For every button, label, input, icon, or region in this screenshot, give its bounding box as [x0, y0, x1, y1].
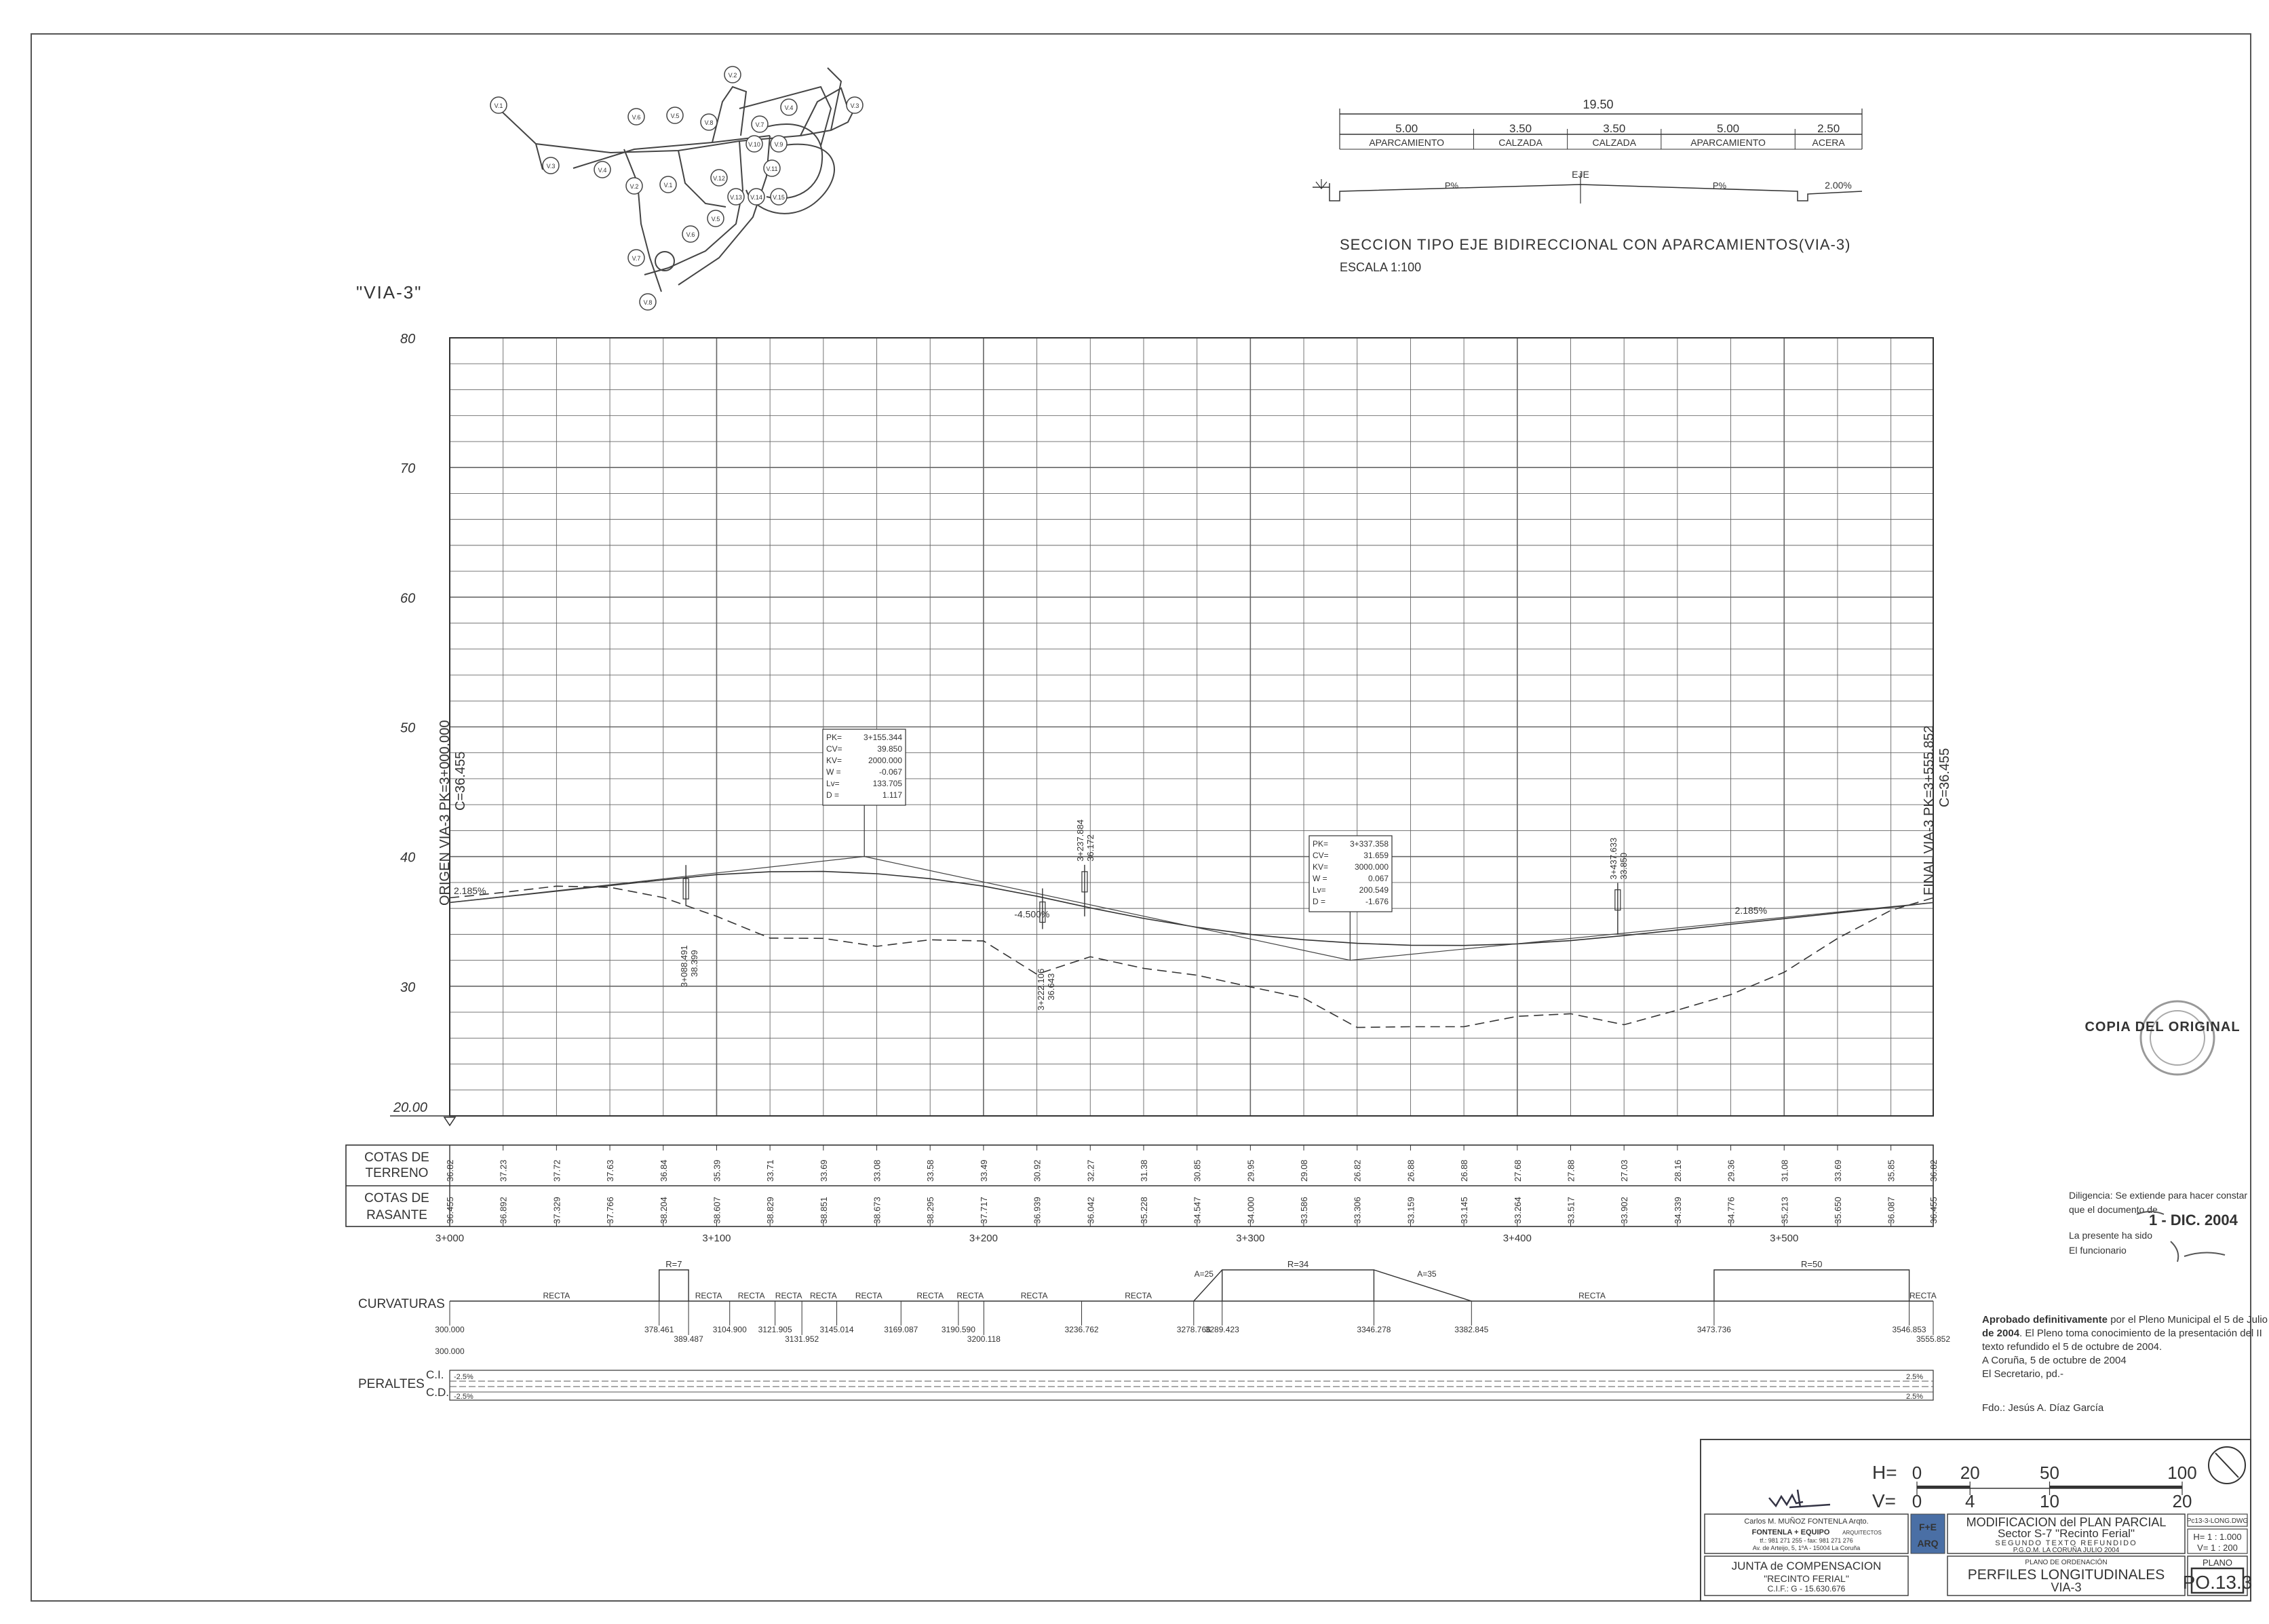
recta-label: RECTA [855, 1291, 883, 1300]
vc-value: 0.067 [1368, 874, 1389, 883]
origin-c: C=36.455 [453, 751, 468, 811]
vc-key: CV= [826, 744, 842, 754]
file-name: Pc13-3-LONG.DWG [2186, 1517, 2249, 1525]
svg-text:El funcionario: El funcionario [2069, 1245, 2127, 1256]
spiral-transition [1374, 1269, 1471, 1301]
scale-v-value: 10 [2040, 1491, 2059, 1511]
profile-marker [679, 865, 699, 987]
key-map-label: V.1 [494, 102, 503, 109]
vc-value: 200.549 [1359, 885, 1389, 895]
svg-text:RASANTE: RASANTE [366, 1208, 427, 1222]
key-map-bubble [764, 160, 780, 176]
recta-label: RECTA [543, 1291, 570, 1300]
station-label: 3473.736 [1696, 1325, 1731, 1334]
terreno-value: 37.63 [605, 1159, 616, 1182]
rasante-value: 33.902 [1619, 1197, 1630, 1224]
key-map-label: V.1 [663, 182, 673, 189]
key-map-label: V.4 [598, 167, 607, 174]
section-slope: 2.00% [1825, 180, 1852, 191]
key-map-bubble [752, 116, 768, 132]
key-map-bubble [543, 157, 559, 174]
scale-v-value: 4 [1964, 1491, 1975, 1511]
vc-value: 2000.000 [868, 756, 902, 765]
y-tick-label: 30 [400, 980, 416, 995]
vc-key: D = [826, 790, 840, 800]
vc-key: KV= [1313, 862, 1329, 872]
sheet-border [31, 34, 2251, 1601]
vc-value: 3+155.344 [863, 733, 902, 742]
final-label: FINAL VIA-3 PK=3+555.852 [1922, 725, 1937, 895]
y-tick-label: 20.00 [393, 1100, 428, 1115]
key-map-bubble [728, 189, 744, 205]
terreno-value: 33.49 [978, 1159, 989, 1182]
rasante-value: 36.087 [1886, 1197, 1897, 1224]
y-tick-label: 70 [400, 461, 416, 477]
cd-label: C.D. [426, 1386, 449, 1399]
terreno-value: 35.39 [712, 1159, 722, 1182]
terreno-value: 27.03 [1619, 1159, 1630, 1182]
terreno-value: 36.84 [658, 1159, 669, 1182]
key-map-bubble [707, 210, 724, 227]
section-part [1369, 122, 1473, 149]
approval-note [1982, 1314, 2268, 1414]
terreno-value: 33.58 [925, 1159, 936, 1182]
y-tick-label: 40 [400, 850, 416, 866]
pk-label: 3+500 [1770, 1233, 1799, 1244]
terreno-value: 33.08 [872, 1159, 883, 1182]
peralte-value: -2.5% [454, 1393, 473, 1401]
recta-label: RECTA [1909, 1291, 1937, 1300]
station-label: 3382.845 [1454, 1325, 1489, 1334]
section-part-width: 3.50 [1509, 122, 1532, 135]
vc-value: -1.676 [1365, 897, 1389, 906]
terreno-value: 29.08 [1299, 1159, 1310, 1182]
terreno-value: 31.38 [1138, 1159, 1149, 1182]
curve-radius [659, 1259, 689, 1301]
vc-key: PK= [826, 733, 842, 742]
plan-line-2: VIA-3 [2051, 1581, 2082, 1594]
curvaturas-label: CURVATURAS [358, 1297, 445, 1311]
rasante-value: 33.306 [1352, 1197, 1363, 1224]
key-map-label: V.12 [713, 175, 725, 182]
marker-z: 38.399 [689, 950, 700, 978]
key-map-label: V.2 [629, 183, 639, 190]
pk-label: 3+300 [1236, 1233, 1265, 1244]
section-part-name: APARCAMIENTO [1690, 137, 1766, 148]
svg-text:1 - DIC. 2004: 1 - DIC. 2004 [2149, 1212, 2238, 1229]
origin-label: ORIGEN VIA-3 PK=3+000.000 [438, 720, 452, 906]
curvature-diagram [435, 1259, 1950, 1356]
key-map-label: V.8 [704, 119, 714, 126]
vc-key: W = [1313, 874, 1327, 883]
key-map-bubble [640, 294, 656, 310]
scale-v-text: V= 1 : 200 [2197, 1543, 2238, 1553]
svg-text:A Coruña, 5 de octubre de 2004: A Coruña, 5 de octubre de 2004 [1982, 1355, 2127, 1366]
vc-value: 39.850 [877, 744, 902, 754]
rasante-value: 33.264 [1512, 1197, 1523, 1224]
station-label: 3169.087 [884, 1325, 918, 1334]
final-c: C=36.455 [1937, 748, 1952, 807]
scale-bar [1912, 1463, 2197, 1511]
key-map [490, 66, 863, 310]
profile-marker [1036, 889, 1056, 1011]
rasante-value: 37.766 [605, 1197, 616, 1224]
marker-pk: 3+237.884 [1074, 819, 1085, 862]
terreno-value: 35.85 [1886, 1159, 1897, 1182]
recta-label: RECTA [1020, 1291, 1048, 1300]
longitudinal-profile [390, 332, 1933, 1125]
key-map-bubble [626, 178, 642, 194]
project-line-4: P.G.O.M. LA CORUÑA JULIO 2004 [2013, 1547, 2120, 1554]
terrain-line [450, 886, 1933, 1027]
rasante-row-label [364, 1191, 429, 1222]
section-pk-right: P% [1712, 180, 1727, 191]
section-part-name: CALZADA [1592, 137, 1637, 148]
plano-label: PLANO [2202, 1558, 2233, 1568]
station-label: 3555.852 [1916, 1334, 1951, 1344]
rasante-value: 34.000 [1245, 1197, 1256, 1224]
firm-phone: tf.: 981 271 255 - fax: 981 271 276 [1760, 1537, 1853, 1544]
curve-radius-label: R=50 [1801, 1259, 1823, 1269]
station-label: 3346.278 [1357, 1325, 1391, 1334]
station-label: 3104.900 [712, 1325, 747, 1334]
key-map-label: V.9 [774, 141, 783, 148]
key-map-label: V.5 [711, 216, 720, 223]
peraltes-label: PERALTES [358, 1377, 425, 1391]
terreno-value: 33.69 [1832, 1159, 1843, 1182]
svg-text:COPIA DEL ORIGINAL: COPIA DEL ORIGINAL [2084, 1020, 2241, 1035]
client-line-3: C.I.F.: G - 15.630.676 [1767, 1584, 1846, 1593]
key-map-label: V.6 [632, 114, 641, 121]
station-label: 378.461 [644, 1325, 674, 1334]
key-map-bubble [847, 97, 863, 113]
key-map-bubble [771, 189, 787, 205]
spiral-label: A=35 [1417, 1269, 1437, 1279]
client-line-1: JUNTA de COMPENSACION [1731, 1560, 1882, 1572]
rasante-value: 33.517 [1566, 1197, 1576, 1224]
recta-label: RECTA [737, 1291, 765, 1300]
section-part-width: 2.50 [1817, 122, 1840, 135]
rasante-value: 35.228 [1138, 1197, 1149, 1224]
project-line-2: Sector S-7 "Recinto Ferial" [1998, 1527, 2135, 1540]
scale-h-text: H= 1 : 1.000 [2193, 1532, 2242, 1542]
terreno-row-label [364, 1151, 429, 1180]
scale-h-value: 20 [1960, 1463, 1980, 1483]
y-tick-label: 60 [400, 591, 416, 606]
section-part [1498, 122, 1567, 149]
svg-text:COTAS DE: COTAS DE [364, 1151, 429, 1165]
svg-text:La presente ha sido: La presente ha sido [2069, 1230, 2152, 1241]
key-map-bubble [771, 136, 787, 152]
section-pk-left: P% [1444, 180, 1459, 191]
section-part [1690, 122, 1795, 149]
via-title: "VIA-3" [356, 282, 423, 303]
terreno-value: 36.82 [1928, 1159, 1939, 1182]
vc-value: -0.067 [878, 767, 902, 777]
svg-text:de 2004. El Pleno toma conocim: de 2004. El Pleno toma conocimiento de la presentación del II [1982, 1328, 2262, 1339]
slope-label: -4.500% [1014, 908, 1050, 920]
rasante-value: 38.829 [765, 1197, 776, 1224]
vc-key: CV= [1313, 851, 1329, 860]
section-part-name: APARCAMIENTO [1369, 137, 1445, 148]
marker-z: 33.850 [1618, 852, 1629, 880]
key-map-bubble [701, 114, 717, 130]
recta-label: RECTA [956, 1291, 984, 1300]
section-scale: ESCALA 1:100 [1340, 260, 1422, 274]
recta-label: RECTA [1125, 1291, 1152, 1300]
rasante-value: 34.776 [1726, 1197, 1737, 1224]
terreno-value: 28.16 [1672, 1159, 1683, 1182]
vc-value: 1.117 [882, 790, 902, 800]
marker-z: 36.172 [1085, 834, 1095, 862]
rasante-value: 36.455 [445, 1197, 455, 1224]
terreno-value: 30.85 [1192, 1159, 1203, 1182]
diligencia-stamp [2069, 1190, 2247, 1262]
station-label: 300.000 [435, 1347, 465, 1356]
project-line-1: MODIFICACION del PLAN PARCIAL [1966, 1515, 2167, 1529]
vc-key: Lv= [1313, 885, 1326, 895]
station-label: 3546.853 [1892, 1325, 1926, 1334]
station-label: 3121.905 [758, 1325, 792, 1334]
rasante-value: 36.042 [1085, 1197, 1096, 1224]
key-map-label: V.10 [748, 141, 760, 148]
section-part-name: CALZADA [1498, 137, 1543, 148]
terreno-value: 29.95 [1245, 1159, 1256, 1182]
key-map-bubble [711, 170, 727, 186]
peralte-value: -2.5% [454, 1373, 473, 1381]
rasante-value: 38.673 [872, 1197, 883, 1224]
curve-radius-label: R=7 [665, 1259, 682, 1269]
rasante-value: 36.939 [1032, 1197, 1043, 1224]
spiral-transition [1194, 1269, 1222, 1301]
slope-label: 2.185% [454, 885, 486, 897]
vc-value: 3000.000 [1354, 862, 1389, 872]
rasante-value: 35.650 [1832, 1197, 1843, 1224]
marker-pk: 3+222.106 [1035, 968, 1046, 1011]
rasante-value: 38.295 [925, 1197, 936, 1224]
key-map-bubble [682, 226, 699, 242]
elevation-table [346, 1145, 1939, 1244]
terreno-value: 26.82 [1352, 1159, 1363, 1182]
key-map-bubble [781, 99, 797, 115]
key-map-label: V.8 [643, 299, 653, 306]
station-label: 3289.423 [1205, 1325, 1239, 1334]
rasante-value: 36.455 [1928, 1197, 1939, 1224]
marker-pk: 3+088.491 [679, 945, 690, 988]
svg-text:COTAS DE: COTAS DE [364, 1191, 429, 1205]
vc-value: 133.705 [872, 779, 902, 788]
recta-label: RECTA [916, 1291, 944, 1300]
key-map-bubble [490, 97, 507, 113]
architect-signature [1769, 1490, 1830, 1507]
vc-key: D = [1313, 897, 1326, 906]
section-title: SECCION TIPO EJE BIDIRECCIONAL CON APARCAMIENTOS(VIA-3) [1340, 236, 1851, 253]
terreno-value: 32.27 [1085, 1159, 1096, 1182]
rasante-value: 38.204 [658, 1197, 669, 1224]
plan-caption: PLANO DE ORDENACIÓN [2025, 1559, 2108, 1566]
key-map-bubble [724, 66, 741, 83]
curve-radius [1714, 1259, 1909, 1301]
key-map-label: V.4 [784, 104, 794, 111]
curve-radius-label: R=34 [1287, 1259, 1309, 1269]
vc-key: Lv= [826, 779, 840, 788]
rasante-value: 33.159 [1405, 1197, 1416, 1224]
plano-number: PO.13.3 [2182, 1572, 2253, 1593]
rasante-value: 36.892 [498, 1197, 509, 1224]
rasante-value: 37.717 [978, 1197, 989, 1224]
scale-h-label: H= [1872, 1462, 1897, 1483]
profile-grid [450, 338, 1933, 1116]
vc-key: KV= [826, 756, 842, 765]
vc-value: 31.659 [1363, 851, 1389, 860]
architect-name: Carlos M. MUÑOZ FONTENLA Arqto. [1744, 1517, 1869, 1526]
logo-top: F+E [1918, 1522, 1937, 1532]
vc-key: PK= [1313, 839, 1329, 849]
station-label: 3131.952 [785, 1334, 819, 1344]
key-map-bubble [628, 109, 644, 125]
svg-text:El Secretario, pd.-: El Secretario, pd.- [1982, 1368, 2064, 1380]
typical-section [1313, 98, 1862, 274]
svg-text:Fdo.: Jesús A. Díaz García: Fdo.: Jesús A. Díaz García [1982, 1402, 2104, 1414]
key-map-label: V.15 [773, 194, 785, 201]
section-part [1592, 122, 1661, 149]
svg-text:Diligencia: Se extiende para h: Diligencia: Se extiende para hacer constar [2069, 1190, 2248, 1201]
scale-h-value: 50 [2040, 1463, 2059, 1483]
key-map-label: V.7 [632, 255, 641, 262]
scale-v-value: 0 [1912, 1491, 1922, 1511]
svg-text:TERRENO: TERRENO [365, 1166, 429, 1180]
slope-label: 2.185% [1734, 904, 1768, 916]
station-label: 3236.762 [1064, 1325, 1099, 1334]
title-block [1701, 1439, 2252, 1601]
firm-address: Av. de Arteijo, 5, 1ºA - 15004 La Coruña [1752, 1545, 1861, 1551]
plan-line-1: PERFILES LONGITUDINALES [1967, 1567, 2165, 1583]
eje-label: EJE [1572, 169, 1589, 180]
marker-pk: 3+437.633 [1608, 837, 1618, 880]
vc-key: W = [826, 767, 841, 777]
copia-stamp [2084, 1001, 2240, 1075]
svg-text:que el documento de: que el documento de [2069, 1204, 2158, 1215]
terreno-value: 36.82 [445, 1159, 455, 1182]
station-label: 3190.590 [941, 1325, 975, 1334]
section-part-width: 3.50 [1603, 122, 1626, 135]
station-label: 3278.766 [1176, 1325, 1211, 1334]
rasante-value: 37.329 [551, 1197, 562, 1224]
key-map-bubble [667, 107, 683, 123]
terreno-value: 30.92 [1032, 1159, 1043, 1182]
key-map-label: V.14 [750, 194, 762, 201]
scale-h-value: 100 [2167, 1463, 2197, 1483]
key-map-label: V.2 [728, 72, 737, 79]
section-part [1812, 122, 1862, 149]
pk-label: 3+200 [969, 1233, 998, 1244]
rasante-value: 35.213 [1779, 1197, 1790, 1224]
vertical-curve-box [1309, 836, 1392, 961]
station-label: 3145.014 [819, 1325, 854, 1334]
rasante-value: 38.851 [818, 1197, 829, 1224]
vertical-curve-box [823, 729, 906, 857]
terreno-value: 26.88 [1405, 1159, 1416, 1182]
key-map-bubble [594, 161, 610, 178]
pk-label: 3+400 [1502, 1233, 1532, 1244]
rasante-value: 33.586 [1299, 1197, 1310, 1224]
vc-value: 3+337.358 [1349, 839, 1389, 849]
spiral-label: A=25 [1194, 1269, 1214, 1279]
marker-z: 36.643 [1045, 973, 1056, 1001]
section-part-name: ACERA [1812, 137, 1845, 148]
y-tick-label: 80 [400, 332, 416, 347]
rasante-value: 34.339 [1672, 1197, 1683, 1224]
key-map-bubble [748, 189, 764, 205]
station-label: 300.000 [435, 1325, 465, 1334]
terreno-value: 33.69 [818, 1159, 829, 1182]
key-map-label: V.5 [670, 113, 680, 119]
key-map-label: V.3 [546, 163, 556, 170]
curve-radius [1222, 1259, 1374, 1301]
key-map-label: V.7 [755, 121, 764, 128]
peralte-value: 2.5% [1906, 1373, 1924, 1381]
recta-label: RECTA [809, 1291, 837, 1300]
station-label: 3200.118 [967, 1334, 1001, 1344]
project-line-3: SEGUNDO TEXTO REFUNDIDO [1995, 1539, 2137, 1547]
rasante-value: 33.145 [1459, 1197, 1470, 1224]
superelevation-diagram [450, 1370, 1933, 1401]
pk-label: 3+100 [702, 1233, 731, 1244]
rasante-value: 38.607 [712, 1197, 722, 1224]
section-total-width: 19.50 [1583, 98, 1614, 111]
key-map-label: V.6 [686, 231, 695, 238]
pk-label: 3+000 [435, 1233, 465, 1244]
peralte-value: 2.5% [1906, 1393, 1924, 1401]
firm-name: FONTENLA + EQUIPO [1751, 1528, 1830, 1536]
recta-label: RECTA [695, 1291, 722, 1300]
client-line-2: "RECINTO FERIAL" [1764, 1573, 1849, 1584]
scale-h-value: 0 [1912, 1463, 1922, 1483]
logo-bottom: ARQ [1917, 1538, 1939, 1549]
section-part-width: 5.00 [1717, 122, 1740, 135]
key-map-label: V.13 [730, 194, 742, 201]
terreno-value: 37.72 [551, 1159, 562, 1182]
rasante-value: 34.547 [1192, 1197, 1203, 1224]
terreno-value: 33.71 [765, 1159, 776, 1182]
terreno-value: 27.68 [1512, 1159, 1523, 1182]
key-map-bubble [628, 250, 644, 266]
terreno-value: 37.23 [498, 1159, 509, 1182]
terreno-value: 26.88 [1459, 1159, 1470, 1182]
recta-label: RECTA [1578, 1291, 1606, 1300]
terreno-value: 27.88 [1566, 1159, 1576, 1182]
svg-text:texto refundido el 5 de octubr: texto refundido el 5 de octubre de 2004. [1982, 1341, 2163, 1353]
station-label: 389.487 [674, 1334, 703, 1344]
recta-label: RECTA [775, 1291, 802, 1300]
scale-v-value: 20 [2172, 1491, 2192, 1511]
firm-tag: ARQUITECTOS [1842, 1530, 1882, 1536]
svg-text:Aprobado definitivamente por e: Aprobado definitivamente por el Pleno Municipal el 5 de Julio [1982, 1314, 2268, 1326]
key-map-label: V.11 [766, 166, 778, 172]
profile-marker [1608, 838, 1629, 935]
key-map-label: V.3 [850, 102, 859, 109]
key-map-bubble [746, 136, 762, 152]
ci-label: C.I. [426, 1368, 444, 1381]
terreno-value: 29.36 [1726, 1159, 1737, 1182]
scale-v-label: V= [1872, 1490, 1897, 1511]
key-map-bubble [660, 176, 676, 193]
y-tick-label: 50 [400, 720, 416, 736]
section-part-width: 5.00 [1395, 122, 1418, 135]
terreno-value: 31.08 [1779, 1159, 1790, 1182]
